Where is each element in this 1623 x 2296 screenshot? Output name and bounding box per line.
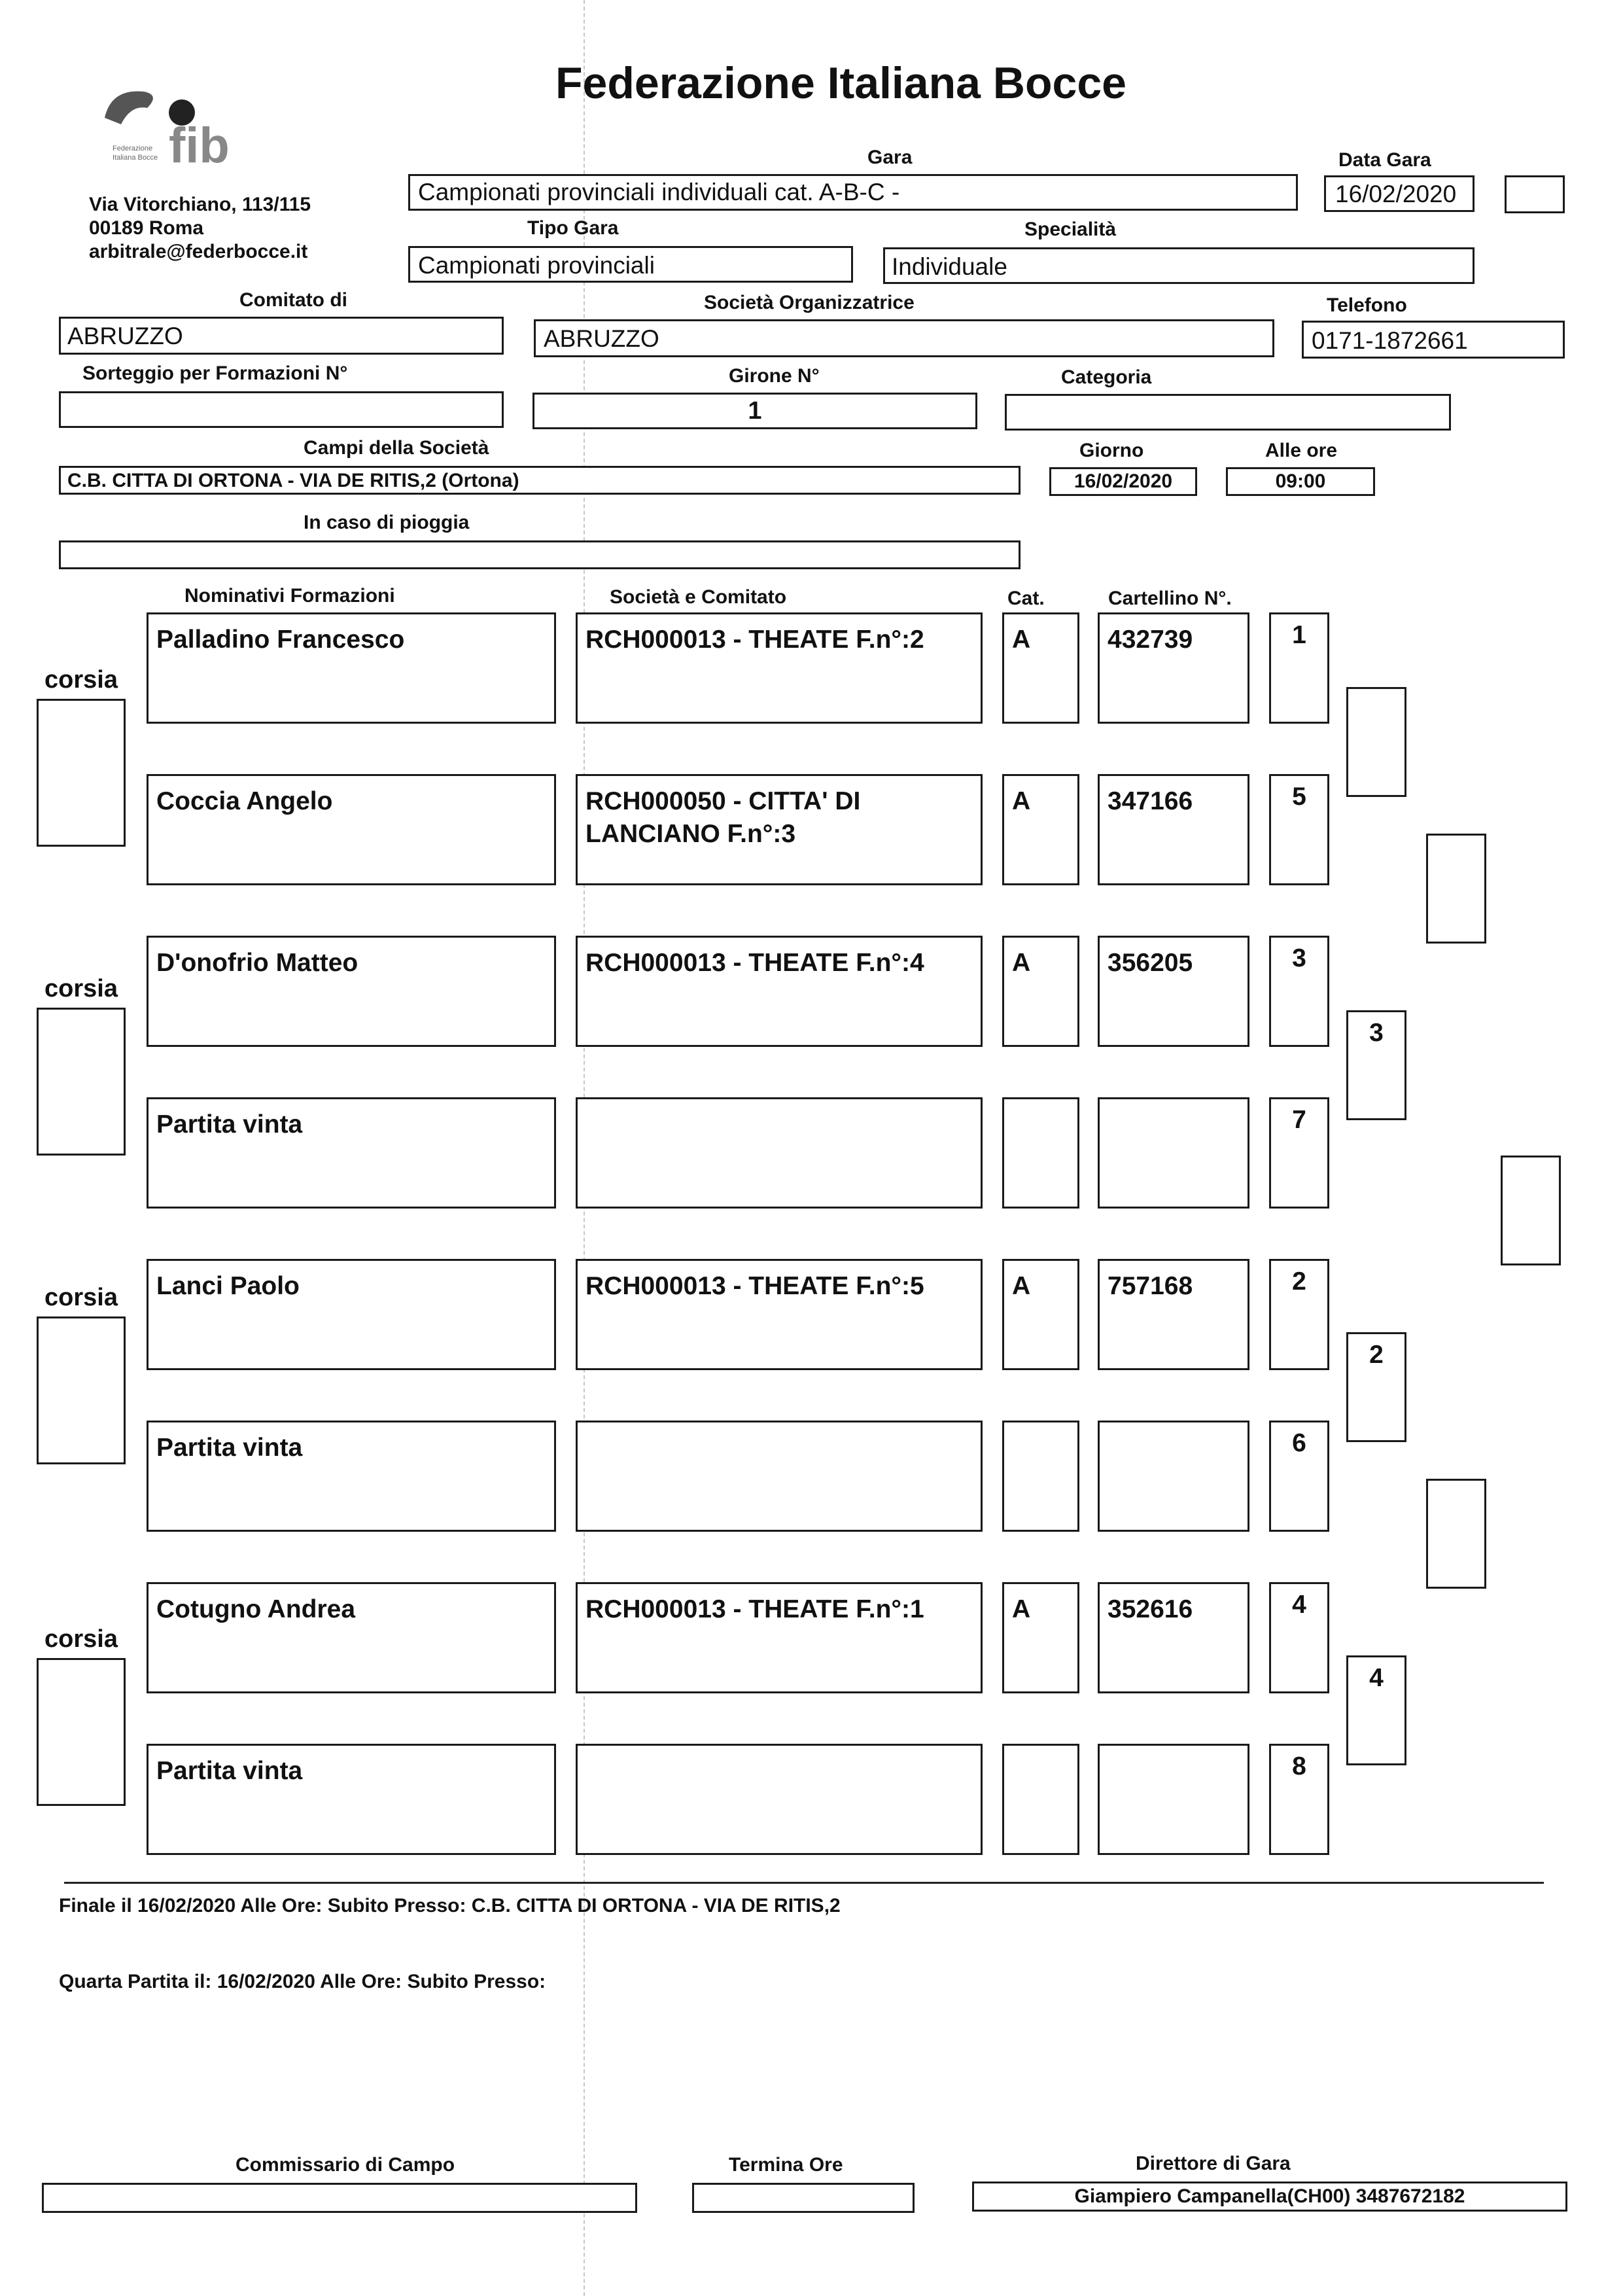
player-cartellino-cell[interactable] — [1098, 1744, 1249, 1855]
player-name-cell-text: Partita vinta — [156, 1434, 303, 1462]
email: arbitrale@federbocce.it — [89, 241, 308, 262]
player-number-cell[interactable] — [1269, 1744, 1329, 1855]
player-cat-cell[interactable] — [1002, 1259, 1079, 1370]
player-name-cell[interactable] — [147, 1582, 556, 1693]
bracket-r2-box-7[interactable] — [1346, 1655, 1406, 1765]
specialita-field[interactable] — [883, 247, 1475, 284]
data-gara-value: 16/02/2020 — [1335, 181, 1457, 207]
sorteggio-label: Sorteggio per Formazioni N° — [82, 362, 348, 384]
bracket-r2-box-3[interactable] — [1346, 1010, 1406, 1120]
player-name-cell-text: D'onofrio Matteo — [156, 949, 358, 977]
tipo-gara-value: Campionati provinciali — [418, 252, 655, 279]
quarta-text: Quarta Partita il: 16/02/2020 Alle Ore: Subito Presso: — [59, 1971, 546, 1992]
girone-value: 1 — [748, 397, 762, 425]
player-number-cell[interactable] — [1269, 1097, 1329, 1209]
corsia-box-3[interactable] — [37, 1316, 126, 1464]
giorno-label: Giorno — [1079, 440, 1144, 461]
giorno-field[interactable] — [1049, 467, 1197, 496]
data-gara-extra-box[interactable] — [1505, 175, 1565, 213]
bracket-r2-box-2[interactable] — [1426, 834, 1486, 944]
direttore-label: Direttore di Gara — [1136, 2153, 1291, 2174]
player-name-cell[interactable] — [147, 1097, 556, 1209]
player-name-cell-text: Coccia Angelo — [156, 787, 333, 815]
giorno-value: 16/02/2020 — [1073, 470, 1173, 492]
alle-ore-value: 09:00 — [1275, 470, 1326, 492]
player-cartellino-cell[interactable] — [1098, 1582, 1249, 1693]
specialita-label: Specialità — [1024, 219, 1117, 240]
player-name-cell[interactable] — [147, 936, 556, 1047]
player-cartellino-cell[interactable] — [1098, 774, 1249, 885]
player-cat-cell[interactable] — [1002, 936, 1079, 1047]
pioggia-field[interactable] — [59, 540, 1021, 569]
campi-value: C.B. CITTA DI ORTONA - VIA DE RITIS,2 (Ortona) — [67, 470, 519, 491]
player-number-cell-text: 3 — [1292, 944, 1306, 972]
player-societa-cell[interactable] — [576, 1582, 983, 1693]
col-cartellino-header: Cartellino N°. — [1108, 588, 1232, 609]
player-societa-cell-text: RCH000013 - THEATE F.n°:5 — [585, 1272, 924, 1300]
gara-field[interactable] — [408, 174, 1298, 211]
player-number-cell[interactable] — [1269, 612, 1329, 724]
player-societa-cell[interactable] — [576, 1097, 983, 1209]
player-name-cell[interactable] — [147, 1259, 556, 1370]
player-number-cell[interactable] — [1269, 1421, 1329, 1532]
player-cartellino-cell[interactable] — [1098, 1259, 1249, 1370]
direttore-field[interactable] — [972, 2181, 1567, 2212]
player-societa-cell-text: RCH000013 - THEATE F.n°:1 — [585, 1595, 924, 1623]
player-cartellino-cell-text: 347166 — [1108, 787, 1193, 815]
data-gara-label: Data Gara — [1338, 149, 1431, 171]
player-number-cell-text: 5 — [1292, 783, 1306, 811]
gara-label: Gara — [867, 147, 913, 168]
societa-org-label: Società Organizzatrice — [704, 292, 915, 313]
player-societa-cell[interactable] — [576, 1421, 983, 1532]
comitato-label: Comitato di — [239, 289, 347, 311]
corsia-label-3: corsia — [44, 1284, 118, 1311]
girone-field[interactable] — [532, 393, 977, 429]
corsia-box-2[interactable] — [37, 1008, 126, 1156]
pioggia-label: In caso di pioggia — [304, 512, 470, 533]
categoria-field[interactable] — [1005, 394, 1451, 431]
commissario-label: Commissario di Campo — [236, 2154, 455, 2176]
societa-org-field[interactable] — [534, 319, 1274, 357]
telefono-field[interactable] — [1302, 321, 1565, 359]
player-cat-cell[interactable] — [1002, 1421, 1079, 1532]
campi-label: Campi della Società — [304, 437, 489, 459]
player-name-cell[interactable] — [147, 1744, 556, 1855]
specialita-value: Individuale — [892, 253, 1007, 280]
player-cat-cell[interactable] — [1002, 1744, 1079, 1855]
bracket-r2-box-1[interactable] — [1346, 687, 1406, 797]
termina-label: Termina Ore — [729, 2154, 843, 2176]
player-name-cell[interactable] — [147, 1421, 556, 1532]
player-societa-cell[interactable] — [576, 1744, 983, 1855]
player-number-cell-text: 2 — [1292, 1267, 1306, 1296]
player-cat-cell[interactable] — [1002, 612, 1079, 724]
address-line2: 00189 Roma — [89, 217, 204, 239]
termina-field[interactable] — [692, 2183, 915, 2213]
telefono-label: Telefono — [1327, 294, 1407, 316]
telefono-value: 0171-1872661 — [1312, 327, 1468, 354]
player-number-cell[interactable] — [1269, 1259, 1329, 1370]
logo-text: fib — [169, 118, 230, 173]
col-societa-header: Società e Comitato — [610, 586, 787, 608]
corsia-label-2: corsia — [44, 975, 118, 1002]
player-cat-cell-text: A — [1012, 1595, 1031, 1623]
footer-divider — [64, 1882, 1544, 1884]
finale-text: Finale il 16/02/2020 Alle Ore: Subito Presso: C.B. CITTA DI ORTONA - VIA DE RITIS,2 — [59, 1895, 841, 1916]
player-cat-cell-text: A — [1012, 787, 1031, 815]
player-cartellino-cell[interactable] — [1098, 1097, 1249, 1209]
player-societa-cell-text: RCH000050 - CITTA' DI LANCIANO F.n°:3 — [585, 787, 861, 848]
alle-ore-label: Alle ore — [1265, 440, 1338, 461]
player-number-cell-text: 1 — [1292, 621, 1306, 649]
player-cartellino-cell-text: 757168 — [1108, 1272, 1193, 1300]
player-cartellino-cell[interactable] — [1098, 612, 1249, 724]
player-societa-cell-text: RCH000013 - THEATE F.n°:2 — [585, 626, 924, 654]
player-cartellino-cell[interactable] — [1098, 936, 1249, 1047]
player-name-cell-text: Partita vinta — [156, 1110, 303, 1139]
direttore-value: Giampiero Campanella(CH00) 3487672182 — [1074, 2185, 1465, 2207]
bracket-r2-value-7: 4 — [1369, 1664, 1384, 1692]
svg-text:Italiana Bocce: Italiana Bocce — [113, 154, 158, 162]
address-line1: Via Vitorchiano, 113/115 — [89, 194, 311, 215]
gara-value: Campionati provinciali individuali cat. A-B-C - — [418, 179, 900, 205]
bracket-r2-box-6[interactable] — [1426, 1479, 1486, 1589]
player-cat-cell-text: A — [1012, 626, 1031, 654]
data-gara-field[interactable] — [1324, 175, 1475, 212]
alle-ore-field[interactable] — [1226, 467, 1375, 496]
tipo-gara-label: Tipo Gara — [527, 217, 619, 239]
sorteggio-field[interactable] — [59, 391, 504, 428]
player-name-cell-text: Lanci Paolo — [156, 1272, 300, 1300]
comitato-value: ABRUZZO — [67, 323, 183, 349]
svg-text:Federazione: Federazione — [113, 145, 153, 152]
player-cat-cell[interactable] — [1002, 1097, 1079, 1209]
player-name-cell-text: Cotugno Andrea — [156, 1595, 356, 1623]
corsia-box-1[interactable] — [37, 699, 126, 847]
player-cat-cell[interactable] — [1002, 774, 1079, 885]
societa-org-value: ABRUZZO — [544, 325, 659, 352]
player-cartellino-cell-text: 356205 — [1108, 949, 1193, 977]
bracket-r2-value-5: 2 — [1369, 1341, 1384, 1369]
bracket-r2-value-3: 3 — [1369, 1019, 1384, 1047]
player-name-cell[interactable] — [147, 612, 556, 724]
player-name-cell-text: Partita vinta — [156, 1757, 303, 1785]
player-societa-cell-text: RCH000013 - THEATE F.n°:4 — [585, 949, 924, 977]
corsia-label-1: corsia — [44, 666, 118, 694]
player-cartellino-cell[interactable] — [1098, 1421, 1249, 1532]
player-name-cell[interactable] — [147, 774, 556, 885]
tipo-gara-field[interactable] — [408, 246, 853, 283]
player-number-cell-text: 7 — [1292, 1106, 1306, 1134]
player-cat-cell-text: A — [1012, 949, 1031, 977]
corsia-label-4: corsia — [44, 1625, 118, 1653]
player-cat-cell-text: A — [1012, 1272, 1031, 1300]
player-number-cell-text: 6 — [1292, 1429, 1306, 1457]
corsia-box-4[interactable] — [37, 1658, 126, 1806]
commissario-field[interactable] — [42, 2183, 637, 2213]
bracket-r2-box-5[interactable] — [1346, 1332, 1406, 1442]
player-number-cell-text: 4 — [1292, 1591, 1306, 1619]
player-number-cell[interactable] — [1269, 774, 1329, 885]
col-cat-header: Cat. — [1007, 588, 1045, 609]
player-cartellino-cell-text: 432739 — [1108, 626, 1193, 654]
player-societa-cell[interactable] — [576, 936, 983, 1047]
campi-field[interactable] — [59, 466, 1021, 495]
player-societa-cell[interactable] — [576, 774, 983, 885]
girone-label: Girone N° — [729, 365, 820, 387]
comitato-field[interactable] — [59, 317, 504, 355]
player-number-cell-text: 8 — [1292, 1752, 1306, 1780]
player-societa-cell[interactable] — [576, 612, 983, 724]
col-nominativi-header: Nominativi Formazioni — [184, 585, 395, 607]
player-number-cell[interactable] — [1269, 936, 1329, 1047]
categoria-label: Categoria — [1061, 366, 1152, 388]
player-name-cell-text: Palladino Francesco — [156, 626, 405, 654]
page-title: Federazione Italiana Bocce — [555, 58, 1126, 108]
player-cat-cell[interactable] — [1002, 1582, 1079, 1693]
player-societa-cell[interactable] — [576, 1259, 983, 1370]
player-number-cell[interactable] — [1269, 1582, 1329, 1693]
player-cartellino-cell-text: 352616 — [1108, 1595, 1193, 1623]
bracket-r2-box-4[interactable] — [1501, 1156, 1561, 1265]
